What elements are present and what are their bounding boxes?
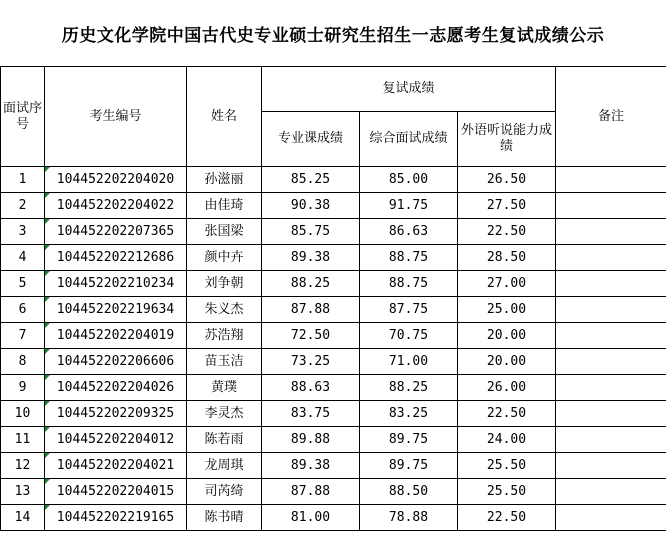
cell-candidate-id: 104452202207365 xyxy=(45,219,187,245)
cell-interview-score: 88.50 xyxy=(360,479,458,505)
cell-seq: 1 xyxy=(1,167,45,193)
cell-interview-score: 89.75 xyxy=(360,453,458,479)
cell-name: 朱义杰 xyxy=(187,297,262,323)
cell-note xyxy=(556,245,666,271)
header-seq: 面试序号 xyxy=(1,67,45,167)
cell-seq: 10 xyxy=(1,401,45,427)
cell-candidate-id: 104452202204012 xyxy=(45,427,187,453)
cell-language-score: 25.00 xyxy=(458,297,556,323)
cell-language-score: 20.00 xyxy=(458,323,556,349)
cell-candidate-id: 104452202212686 xyxy=(45,245,187,271)
cell-note xyxy=(556,453,666,479)
cell-candidate-id: 104452202204020 xyxy=(45,167,187,193)
cell-candidate-id: 104452202219165 xyxy=(45,505,187,531)
cell-seq: 2 xyxy=(1,193,45,219)
table-row xyxy=(1,271,666,297)
cell-major-score: 81.00 xyxy=(262,505,360,531)
table-row xyxy=(1,245,666,271)
cell-name: 龙周琪 xyxy=(187,453,262,479)
cell-candidate-id: 104452202210234 xyxy=(45,271,187,297)
cell-interview-score: 88.75 xyxy=(360,271,458,297)
header-lang: 外语听说能力成绩 xyxy=(458,112,556,167)
cell-note xyxy=(556,297,666,323)
cell-major-score: 72.50 xyxy=(262,323,360,349)
cell-candidate-id: 104452202204021 xyxy=(45,453,187,479)
cell-language-score: 25.50 xyxy=(458,479,556,505)
cell-interview-score: 86.63 xyxy=(360,219,458,245)
table-row xyxy=(1,401,666,427)
cell-major-score: 89.38 xyxy=(262,245,360,271)
table-row xyxy=(1,193,666,219)
cell-major-score: 83.75 xyxy=(262,401,360,427)
cell-seq: 14 xyxy=(1,505,45,531)
cell-note xyxy=(556,505,666,531)
cell-major-score: 87.88 xyxy=(262,297,360,323)
cell-candidate-id: 104452202204015 xyxy=(45,479,187,505)
cell-name: 由佳琦 xyxy=(187,193,262,219)
table-row xyxy=(1,297,666,323)
cell-candidate-id: 104452202219634 xyxy=(45,297,187,323)
cell-interview-score: 70.75 xyxy=(360,323,458,349)
header-note: 备注 xyxy=(556,67,666,167)
cell-major-score: 85.75 xyxy=(262,219,360,245)
cell-seq: 3 xyxy=(1,219,45,245)
cell-major-score: 89.88 xyxy=(262,427,360,453)
cell-name: 颜中卉 xyxy=(187,245,262,271)
cell-interview-score: 78.88 xyxy=(360,505,458,531)
cell-seq: 12 xyxy=(1,453,45,479)
table-body xyxy=(1,167,666,531)
cell-note xyxy=(556,219,666,245)
cell-major-score: 87.88 xyxy=(262,479,360,505)
cell-major-score: 88.63 xyxy=(262,375,360,401)
table-row xyxy=(1,167,666,193)
cell-language-score: 27.00 xyxy=(458,271,556,297)
table-row xyxy=(1,349,666,375)
header-major: 专业课成绩 xyxy=(262,112,360,167)
cell-language-score: 22.50 xyxy=(458,219,556,245)
cell-language-score: 22.50 xyxy=(458,505,556,531)
cell-name: 司芮绮 xyxy=(187,479,262,505)
cell-major-score: 88.25 xyxy=(262,271,360,297)
cell-note xyxy=(556,375,666,401)
cell-note xyxy=(556,193,666,219)
cell-name: 黄璞 xyxy=(187,375,262,401)
cell-seq: 6 xyxy=(1,297,45,323)
cell-language-score: 25.50 xyxy=(458,453,556,479)
cell-candidate-id: 104452202209325 xyxy=(45,401,187,427)
cell-seq: 11 xyxy=(1,427,45,453)
header-interview: 综合面试成绩 xyxy=(360,112,458,167)
cell-major-score: 89.38 xyxy=(262,453,360,479)
cell-interview-score: 87.75 xyxy=(360,297,458,323)
cell-note xyxy=(556,427,666,453)
table-row xyxy=(1,323,666,349)
table-row xyxy=(1,219,666,245)
cell-candidate-id: 104452202204026 xyxy=(45,375,187,401)
cell-interview-score: 85.00 xyxy=(360,167,458,193)
cell-name: 陈书晴 xyxy=(187,505,262,531)
cell-interview-score: 89.75 xyxy=(360,427,458,453)
cell-seq: 9 xyxy=(1,375,45,401)
table-row xyxy=(1,479,666,505)
table-row xyxy=(1,375,666,401)
cell-name: 李灵杰 xyxy=(187,401,262,427)
cell-name: 苗玉洁 xyxy=(187,349,262,375)
header-id: 考生编号 xyxy=(45,67,187,167)
cell-major-score: 90.38 xyxy=(262,193,360,219)
cell-name: 刘争朝 xyxy=(187,271,262,297)
cell-seq: 5 xyxy=(1,271,45,297)
cell-interview-score: 88.75 xyxy=(360,245,458,271)
cell-major-score: 85.25 xyxy=(262,167,360,193)
cell-candidate-id: 104452202204019 xyxy=(45,323,187,349)
cell-language-score: 26.50 xyxy=(458,167,556,193)
cell-language-score: 24.00 xyxy=(458,427,556,453)
cell-note xyxy=(556,167,666,193)
cell-language-score: 28.50 xyxy=(458,245,556,271)
page-title: 历史文化学院中国古代史专业硕士研究生招生一志愿考生复试成绩公示 xyxy=(61,25,605,46)
cell-interview-score: 88.25 xyxy=(360,375,458,401)
cell-interview-score: 83.25 xyxy=(360,401,458,427)
cell-language-score: 22.50 xyxy=(458,401,556,427)
cell-seq: 8 xyxy=(1,349,45,375)
cell-name: 张国梁 xyxy=(187,219,262,245)
table-row xyxy=(1,427,666,453)
cell-name: 陈若雨 xyxy=(187,427,262,453)
table-row xyxy=(1,453,666,479)
cell-seq: 13 xyxy=(1,479,45,505)
cell-note xyxy=(556,401,666,427)
cell-language-score: 26.00 xyxy=(458,375,556,401)
table-row xyxy=(1,505,666,531)
cell-note xyxy=(556,349,666,375)
cell-interview-score: 91.75 xyxy=(360,193,458,219)
score-table xyxy=(0,66,666,531)
cell-name: 苏浩翔 xyxy=(187,323,262,349)
cell-note xyxy=(556,323,666,349)
cell-note xyxy=(556,271,666,297)
header-group: 复试成绩 xyxy=(262,67,556,112)
cell-candidate-id: 104452202204022 xyxy=(45,193,187,219)
cell-language-score: 20.00 xyxy=(458,349,556,375)
cell-seq: 7 xyxy=(1,323,45,349)
cell-language-score: 27.50 xyxy=(458,193,556,219)
cell-major-score: 73.25 xyxy=(262,349,360,375)
cell-note xyxy=(556,479,666,505)
cell-interview-score: 71.00 xyxy=(360,349,458,375)
cell-name: 孙滋丽 xyxy=(187,167,262,193)
cell-seq: 4 xyxy=(1,245,45,271)
header-name: 姓名 xyxy=(187,67,262,167)
cell-candidate-id: 104452202206606 xyxy=(45,349,187,375)
